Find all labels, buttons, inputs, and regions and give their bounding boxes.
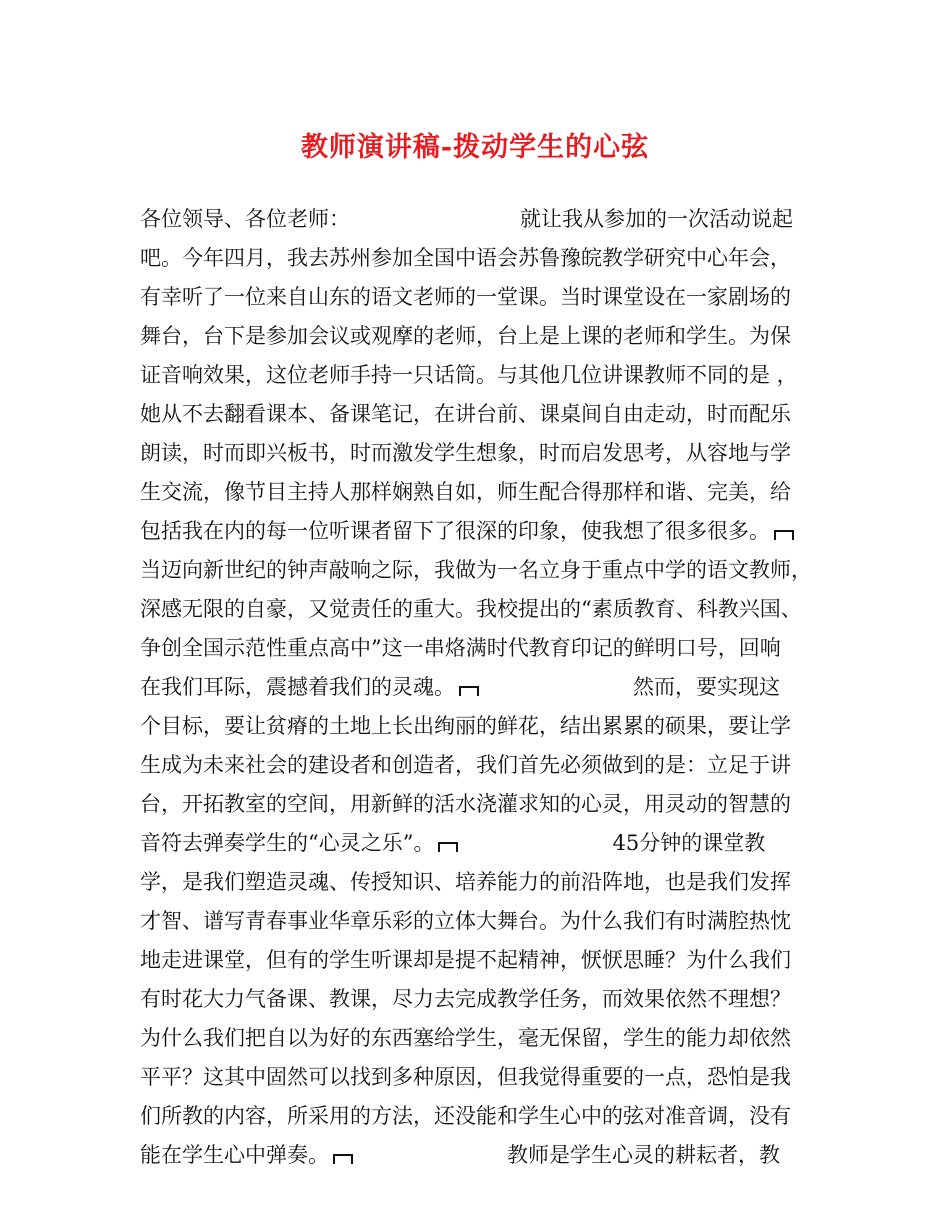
- text-line: 为什么我们把自以为好的东西塞给学生，毫无保留，学生的能力却依然: [140, 1026, 791, 1050]
- text-line: 学，是我们塑造灵魂、传授知识、培养能力的前沿阵地，也是我们发挥: [140, 870, 791, 894]
- text-line: 吧。今年四月，我去苏州参加全国中语会苏鲁豫皖教学研究中心年会，: [140, 246, 791, 270]
- text-line: 才智、谱写青春事业华章乐彩的立体大舞台。为什么我们有时满腔热忱: [140, 909, 791, 933]
- text-segment: 在我们耳际，震撼着我们的灵魂。: [140, 675, 455, 699]
- text-line: [140, 668, 825, 707]
- text-line: 当迈向新世纪的钟声敲响之际，我做为一名立身于重点中学的语文教师，: [140, 558, 812, 582]
- text-line: [140, 512, 825, 551]
- document-body: [140, 200, 825, 1175]
- text-line: 平平？这其中固然可以找到多种原因，但我觉得重要的一点，恐怕是我: [140, 1065, 791, 1089]
- text-line: 争创全国示范性重点高中”这一串烙满时代教育印记的鲜明口号，回响: [140, 636, 781, 660]
- paragraph-break-icon: [459, 686, 479, 696]
- text-line: [140, 1136, 825, 1175]
- text-line: 生交流，像节目主持人那样娴熟自如，师生配合得那样和谐、完美，给: [140, 480, 791, 504]
- text-line: 生成为未来社会的建设者和创造者，我们首先必须做到的是：立足于讲: [140, 753, 791, 777]
- text-segment: 包括我在内的每一位听课者留下了很深的印象，使我想了很多很多。: [140, 519, 770, 543]
- paragraph-break-icon: [438, 842, 458, 852]
- text-line: [140, 200, 825, 239]
- text-line: 深感无限的自豪，又觉责任的重大。我校提出的“素质教育、科教兴国、: [140, 597, 802, 621]
- text-line: 有时花大力气备课、教课，尽力去完成教学任务，而效果依然不理想？: [140, 987, 791, 1011]
- text-line: 舞台，台下是参加会议或观摩的老师，台上是上课的老师和学生。为保: [140, 324, 791, 348]
- text-segment: 教师是学生心灵的耕耘者，教: [507, 1143, 780, 1167]
- text-line: 地走进课堂，但有的学生听课却是提不起精神，恹恹思睡？为什么我们: [140, 948, 791, 972]
- text-line: 朗读，时而即兴板书，时而激发学生想象，时而启发思考，从容地与学: [140, 441, 791, 465]
- text-line: 们所教的内容，所采用的方法，还没能和学生心中的弦对准音调，没有: [140, 1104, 791, 1128]
- document-title: 教师演讲稿-拨动学生的心弦: [300, 132, 650, 163]
- text-line: 证音响效果，这位老师手持一只话筒。与其他几位讲课教师不同的是 ，: [140, 363, 798, 387]
- paragraph-break-icon: [333, 1154, 353, 1164]
- text-segment: 就让我从参加的一次活动说起: [520, 207, 793, 231]
- text-line: [140, 824, 825, 863]
- text-segment: 音符去弹奏学生的“心灵之乐”。: [140, 831, 435, 855]
- text-line: 有幸听了一位来自山东的语文老师的一堂课。当时课堂设在一家剧场的: [140, 285, 791, 309]
- text-segment: 各位领导、各位老师：: [140, 207, 350, 231]
- text-segment: 然而，要实现这: [633, 675, 780, 699]
- text-line: 台，开拓教室的空间，用新鲜的活水浇灌求知的心灵，用灵动的智慧的: [140, 792, 791, 816]
- text-segment: 能在学生心中弹奏。: [140, 1143, 329, 1167]
- text-line: 她从不去翻看课本、备课笔记，在讲台前、课桌间自由走动，时而配乐: [140, 402, 791, 426]
- text-segment: 45分钟的课堂教: [612, 831, 766, 855]
- text-line: 个目标，要让贫瘠的土地上长出绚丽的鲜花，结出累累的硕果，要让学: [140, 714, 791, 738]
- paragraph-break-icon: [774, 530, 794, 540]
